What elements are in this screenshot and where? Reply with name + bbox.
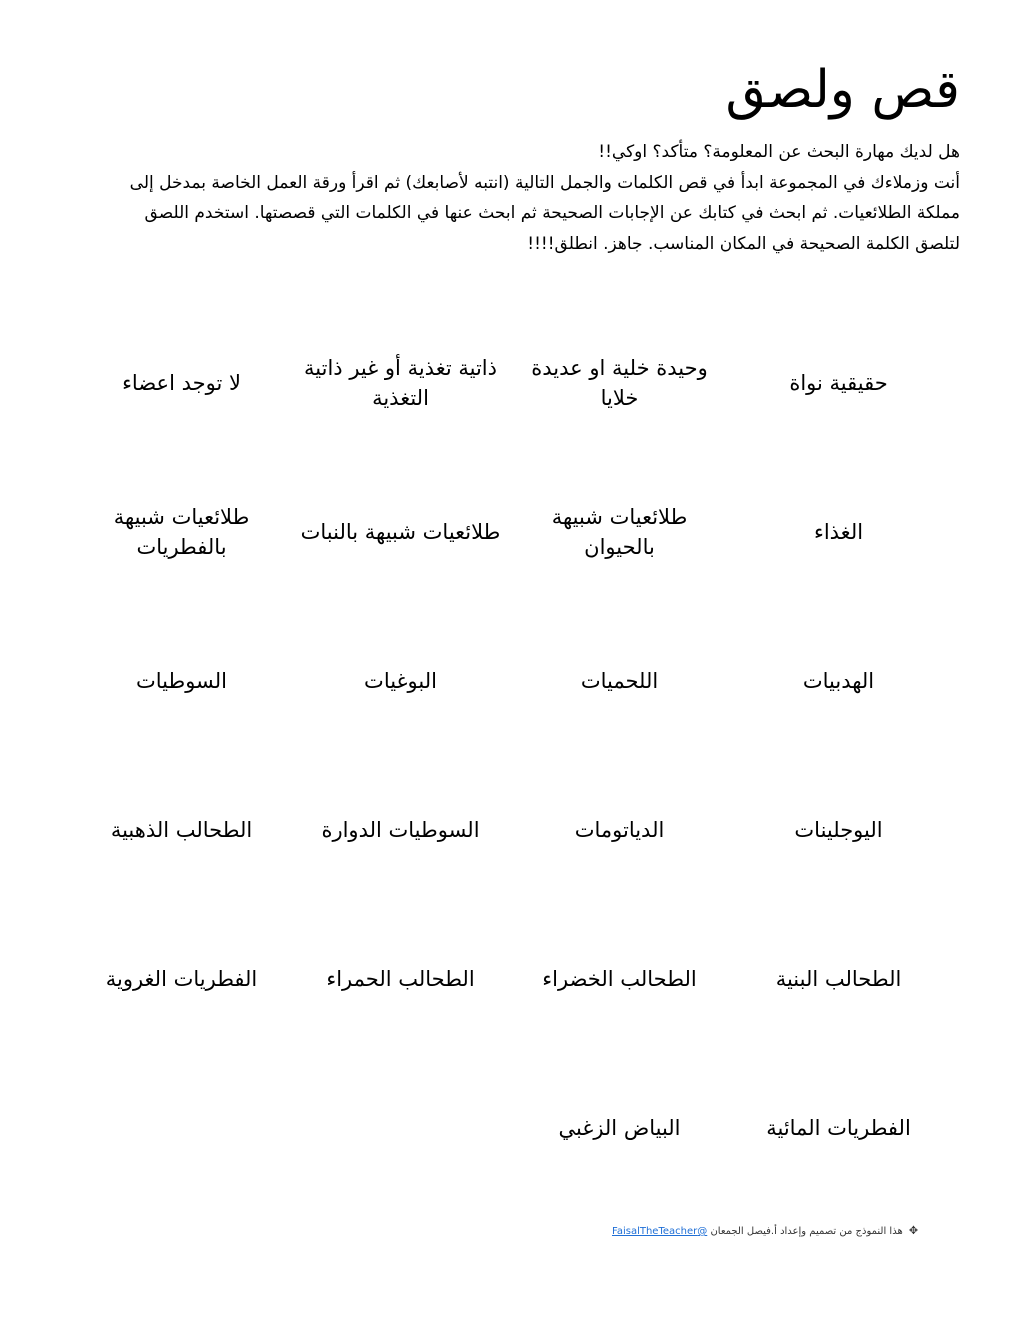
word-card: السوطيات الدوارة: [321, 817, 480, 842]
instructions-paragraph: أنت وزملاءك في المجموعة ابدأ في قص الكلمات والجمل التالية (انتبه لأصابعك) ثم اقرأ ورقة العمل الخاصة بمدخل إلى مملكة الطلائعيات. ثم ابحث في كتابك عن الإجابات الصحيحة ثم ابحث عنها في الكلمات التي قصصتها. استخدم اللصق لتلصق الكلمة الصحيحة في المكان المناسب. جاهز. انطلق!!!!: [129, 172, 960, 254]
word-card: البوغيات: [364, 668, 437, 693]
word-card: الطحالب الحمراء: [326, 966, 475, 991]
word-card: وحيدة خلية او عديدة خلايا: [531, 355, 708, 410]
word-card: طلائعيات شبيهة بالنبات: [300, 519, 501, 544]
word-card: الطحالب البنية: [775, 966, 902, 991]
word-card: الفطريات المائية: [766, 1115, 911, 1140]
page-title: قص ولصق: [725, 60, 960, 120]
word-card: السوطيات: [135, 668, 228, 693]
word-card: طلائعيات شبيهة بالفطريات: [113, 504, 250, 559]
word-card: الغذاء: [813, 519, 864, 544]
word-card: اليوجلينات: [794, 817, 883, 842]
credit-text: هذا النموذج من تصميم وإعداد أ.فيصل الجمعان: [710, 1226, 903, 1237]
word-card: لا توجد اعضاء: [122, 370, 241, 395]
instructions-line-1: هل لديك مهارة البحث عن المعلومة؟ متأكد؟ اوكي!!: [598, 142, 960, 162]
word-card: ذاتية تغذية أو غير ذاتية التغذية: [304, 355, 497, 410]
instructions: [100, 137, 960, 259]
cut-out-word-grid: [72, 308, 948, 1202]
word-card: الطحالب الذهبية: [110, 817, 253, 842]
decorative-bullet-icon: ✥: [908, 1224, 919, 1237]
word-card: البياض الزغبي: [558, 1115, 681, 1140]
footer-credit: [612, 1224, 918, 1239]
word-card: الهدبيات: [802, 668, 875, 693]
word-card: اللحميات: [580, 668, 659, 693]
word-card: الفطريات الغروية: [105, 966, 258, 991]
word-card: حقيقية نواة: [789, 370, 888, 395]
word-card: الطحالب الخضراء: [542, 966, 697, 991]
author-handle-link[interactable]: @FaisalTheTeacher: [612, 1226, 708, 1237]
word-card: طلائعيات شبيهة بالحيوان: [551, 504, 688, 559]
word-card: الدياتومات: [574, 817, 665, 842]
